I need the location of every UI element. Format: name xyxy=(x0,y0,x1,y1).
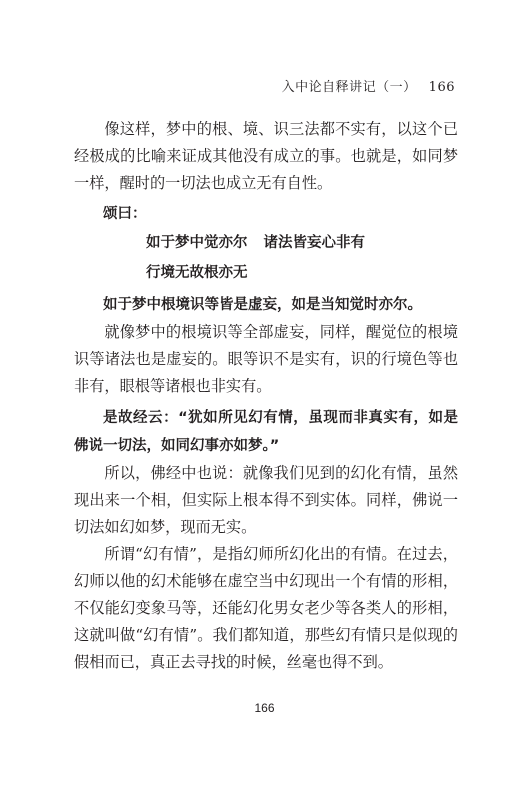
verse-line-1a: 如于梦中觉亦尔 xyxy=(146,235,248,251)
footer-page-number: 166 xyxy=(254,701,275,715)
paragraph-3: 所以，佛经中也说：就像我们见到的幻化有情，虽然现出来一个相，但实际上根本得不到实体。同样，佛说一切法如幻如梦，现而无实。 xyxy=(74,464,458,536)
paragraph-1: 像这样，梦中的根、境、识三法都不实有，以这个已经极成的比喻来证成其他没有成立的事。也就是，如同梦一样，醒时的一切法也成立无有自性。 xyxy=(74,120,458,192)
commentary-1: 如于梦中根境识等皆是虚妄，如是当知觉时亦尔。 xyxy=(103,297,422,313)
paragraph-4: 所谓“幻有情”，是指幻师所幻化出的有情。在过去，幻师以他的幻术能够在虚空当中幻现出一个有情的形相，不仅能幻变象马等，还能幻化男女老少等各类人的形相，这就叫做“幻有情”。我们都知道，那些幻有情只是似现的假相而已，真正去寻找的时候，丝毫也得不到。 xyxy=(74,545,458,671)
verse-label: 颂曰： xyxy=(103,206,147,222)
verse-line-2: 行境无故根亦无 xyxy=(146,265,248,281)
paragraph-2: 就像梦中的根境识等全部虚妄，同样，醒觉位的根境识等诸法也是虚妄的。眼等识不是实有，识的行境色等也非有，眼根等诸根也非实有。 xyxy=(74,323,458,395)
verse-line-1b: 诸法皆妄心非有 xyxy=(263,235,365,251)
running-header xyxy=(282,76,455,95)
running-header-page-number: 166 xyxy=(428,80,455,95)
verse-line-1 xyxy=(74,228,458,258)
running-header-title: 入中论自释讲记（一） xyxy=(281,80,417,95)
sutra-quote: 是故经云：“犹如所见幻有情，虽现而非真实有，如是佛说一切法，如同幻事亦如梦。” xyxy=(74,410,458,454)
body-text xyxy=(74,116,458,676)
